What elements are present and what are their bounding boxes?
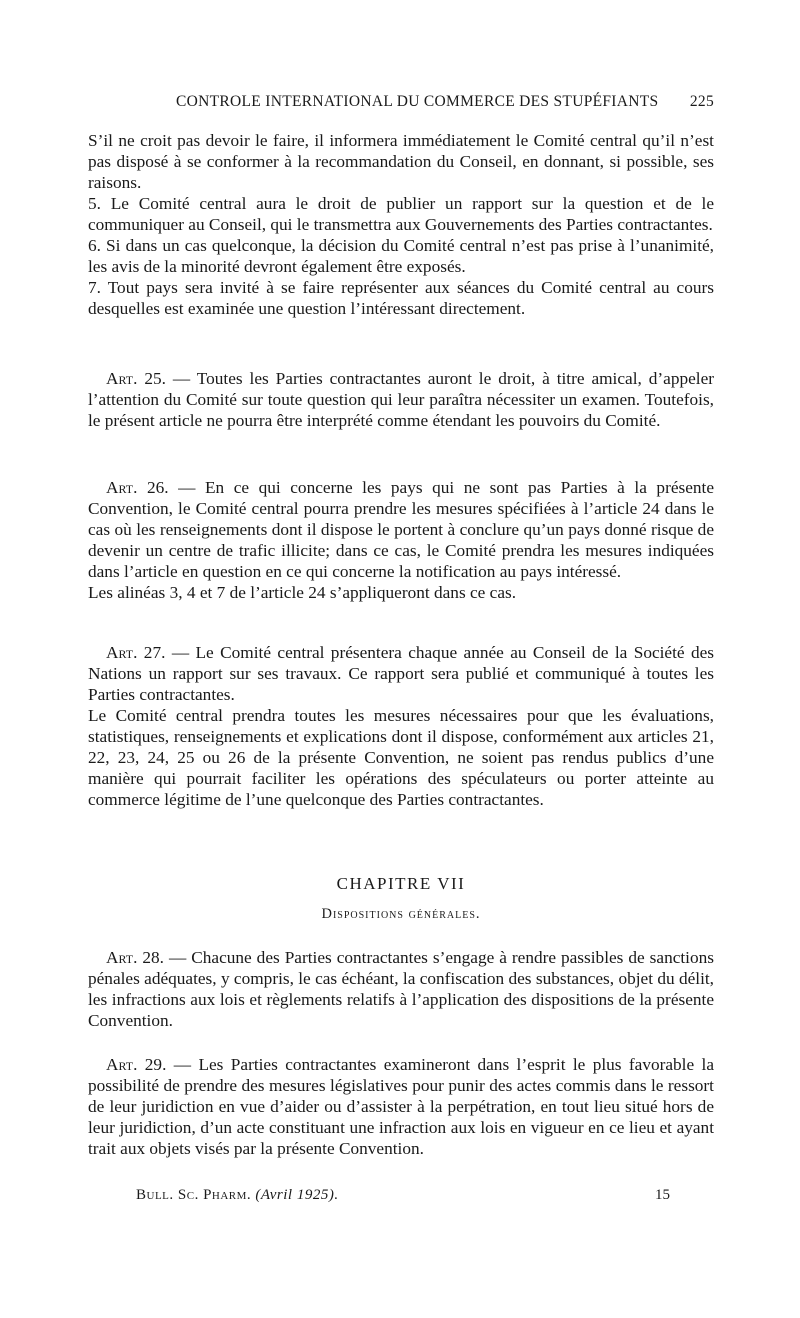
- paragraph-item-5: 5. Le Comité central aura le droit de publier un rapport sur la question et de le communiquer au Conseil, qui le transmettra aux Gouvernements des Parties contractantes.: [88, 194, 714, 234]
- paragraph-item-7: 7. Tout pays sera invité à se faire représenter aux séances du Comité central au cours desquelles est examinée une question l’intéressant directement.: [88, 278, 714, 318]
- article-24-continuation: [88, 130, 714, 319]
- journal-issue: (Avril 1925).: [255, 1187, 339, 1203]
- article-label: Art. 29.: [106, 1055, 167, 1074]
- paragraph: S’il ne croit pas devoir le faire, il informera immédiatement le Comité central qu’il n’est pas disposé à se conformer à la recommandation du Conseil, en donnant, si possible, ses raisons.: [88, 131, 714, 192]
- article-text: — Toutes les Parties contractantes auront le droit, à titre amical, d’appeler l’attention du Comité sur toute question qui leur paraîtra nécessiter un examen. Toutefois, le présent article ne pourra être interprété comme étendant les pouvoirs du Comité.: [88, 369, 714, 430]
- article-text: — Le Comité central présentera chaque année au Conseil de la Société des Nations un rapport sur ses travaux. Ce rapport sera publié et communiqué à toutes les Parties contractantes.: [88, 643, 715, 704]
- article-text: — Chacune des Parties contractantes s’engage à rendre passibles de sanctions pénales adéquates, y compris, le cas échéant, la confiscation des substances, objet du délit, les infractions aux lois et règlements relatifs à l’application des dispositions de la présente Convention.: [88, 948, 714, 1030]
- running-title: CONTROLE INTERNATIONAL DU COMMERCE DES STUPÉFIANTS: [176, 93, 659, 110]
- article-25: [88, 368, 714, 431]
- article-25-paragraph: [88, 368, 714, 431]
- article-29-paragraph: [88, 1054, 714, 1159]
- sheet-number: 15: [655, 1187, 670, 1203]
- article-28: [88, 947, 714, 1031]
- article-27: [88, 642, 714, 810]
- page-header: [88, 93, 714, 117]
- article-label: Art. 26.: [106, 478, 169, 497]
- journal-name: Bull. Sc. Pharm.: [136, 1187, 252, 1203]
- chapter-subtitle: Dispositions générales.: [321, 906, 481, 922]
- article-text: — En ce qui concerne les pays qui ne sont pas Parties à la présente Convention, le Comité central pourra prendre les mesures spécifiées à l’article 24 dans le cas où les renseignements dont il dispose le portent à conclure qu’un pays donné risque de devenir un centre de trafic illicite; dans ce cas, le Comité prendra les mesures indiquées dans l’article en question en ce qui concerne la notification au pays intéressé.: [88, 478, 714, 581]
- article-label: Art. 25.: [106, 369, 166, 388]
- article-29: [88, 1054, 714, 1159]
- page-number: 225: [689, 93, 714, 110]
- article-26-paragraph: [88, 477, 714, 582]
- article-27-paragraph: [88, 642, 714, 705]
- article-27-paragraph-2: Le Comité central prendra toutes les mesures nécessaires pour que les évaluations, statistiques, renseignements et explications dont il dispose, conformément aux articles 21, 22, 23, 24, 25 ou 26 de la présente Convention, ne soient pas rendus publics d’une manière qui pourrait faciliter les opérations des spéculateurs ou porter atteinte au commerce légitime de l’une quelconque des Parties contractantes.: [88, 706, 714, 809]
- article-26: [88, 477, 714, 603]
- page-footer: [136, 1187, 670, 1209]
- journal-reference: [136, 1187, 339, 1204]
- article-label: Art. 27.: [106, 643, 166, 662]
- article-28-paragraph: [88, 947, 714, 1031]
- paragraph-item-6: 6. Si dans un cas quelconque, la décision du Comité central n’est pas prise à l’unanimité, les avis de la minorité devront également être exposés.: [88, 236, 714, 276]
- article-label: Art. 28.: [106, 948, 164, 967]
- chapter-title: CHAPITRE VII: [336, 874, 466, 893]
- article-text: — Les Parties contractantes examineront dans l’esprit le plus favorable la possibilité de prendre des mesures législatives pour punir des actes commis dans le ressort de leur juridiction en vue d’aider ou d’assister à la perpétration, en tout lieu situé hors de leur juridiction, d’un acte constituant une infraction aux lois en vigueur en ce lieu et ayant trait aux objets visés par la présente Convention.: [88, 1055, 715, 1158]
- article-26-paragraph-2: Les alinéas 3, 4 et 7 de l’article 24 s’appliqueront dans ce cas.: [88, 583, 517, 602]
